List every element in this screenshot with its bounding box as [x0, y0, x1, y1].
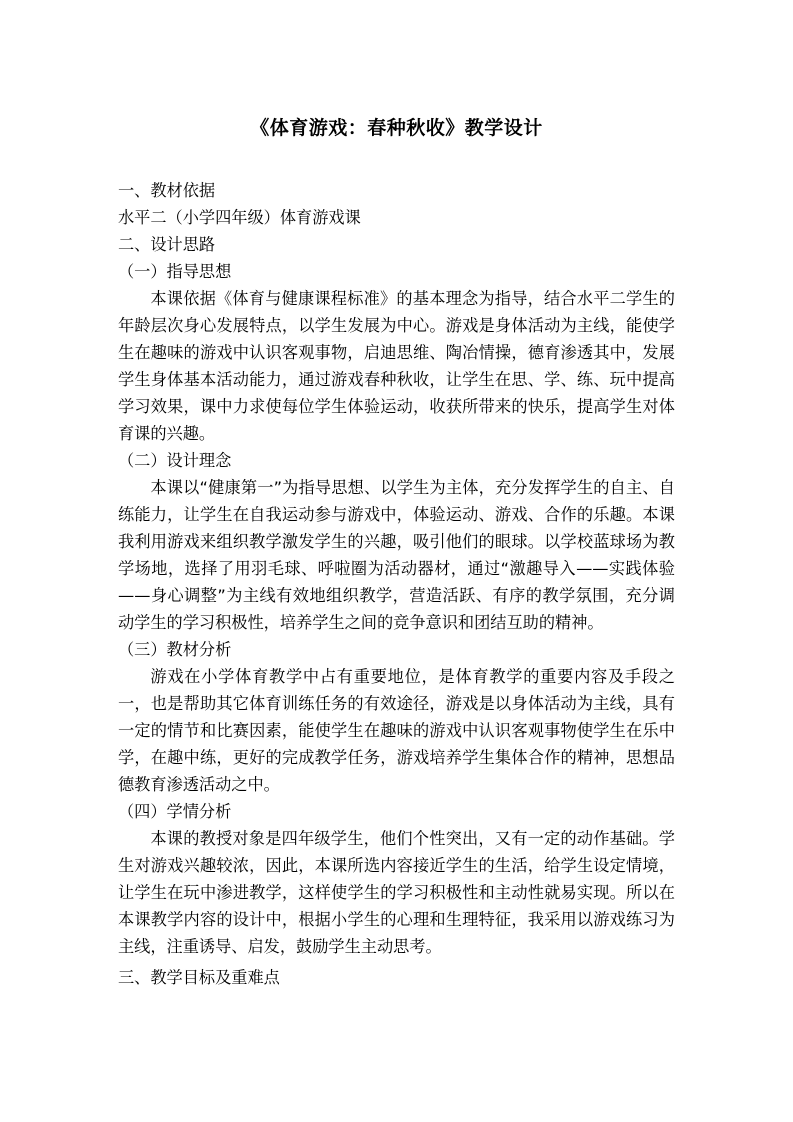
- section-heading-objectives: 三、教学目标及重难点: [118, 968, 280, 987]
- paragraph-material-analysis: 游戏在小学体育教学中占有重要地位，是体育教学的重要内容及手段之一，也是帮助其它体育训练任务的有效途径，游戏是以身体活动为主线，具有一定的情节和比赛因素，能使学生在趣味的游戏中认识客观事物使学生在乐中学，在趣中练，更好的完成教学任务，游戏培养学生集体合作的精神，思想品德教育渗透活动之中。: [118, 667, 675, 794]
- subheading-guiding-ideology: （一）指导思想: [118, 262, 232, 281]
- paragraph-student-analysis: 本课的教授对象是四年级学生，他们个性突出，又有一定的动作基础。学生对游戏兴趣较浓，因此，本课所选内容接近学生的生活，给学生设定情境，让学生在玩中渗进教学，这样使学生的学习积极性和主动性就易实现。所以在本课教学内容的设计中，根据小学生的心理和生理特征，我采用以游戏练习为主线，注重诱导、启发，鼓励学生主动思考。: [118, 829, 675, 956]
- paragraph-guiding-ideology: 本课依据《体育与健康课程标准》的基本理念为指导，结合水平二学生的年龄层次身心发展特点，以学生发展为中心。游戏是身体活动为主线，能使学生在趣味的游戏中认识客观事物，启迪思维、陶冶情操，德育渗透其中，发展学生身体基本活动能力，通过游戏春种秋收，让学生在思、学、练、玩中提高学习效果，课中力求使每位学生体验运动，收获所带来的快乐，提高学生对体育课的兴趣。: [118, 289, 675, 443]
- section-heading-teaching-basis: 一、教材依据: [118, 181, 216, 200]
- document-title: 《体育游戏：春种秋收》教学设计: [250, 117, 543, 139]
- section-heading-design-idea: 二、设计思路: [118, 235, 216, 254]
- document-body: [118, 177, 675, 991]
- teaching-basis-text: 水平二（小学四年级）体育游戏课: [118, 208, 361, 227]
- paragraph-design-concept: 本课以“健康第一”为指导思想、以学生为主体，充分发挥学生的自主、自练能力，让学生在自我运动参与游戏中，体验运动、游戏、合作的乐趣。本课我利用游戏来组织教学激发学生的兴趣，吸引他们的眼球。以学校蓝球场为教学场地，选择了用羽毛球、呼啦圈为活动器材，通过“激趣导入——实践体验——身心调整”为主线有效地组织教学，营造活跃、有序的教学氛围，充分调动学生的学习积极性，培养学生之间的竞争意识和团结互助的精神。: [118, 478, 675, 632]
- subheading-design-concept: （二）设计理念: [118, 451, 232, 470]
- subheading-material-analysis: （三）教材分析: [118, 640, 232, 659]
- subheading-student-analysis: （四）学情分析: [118, 802, 232, 821]
